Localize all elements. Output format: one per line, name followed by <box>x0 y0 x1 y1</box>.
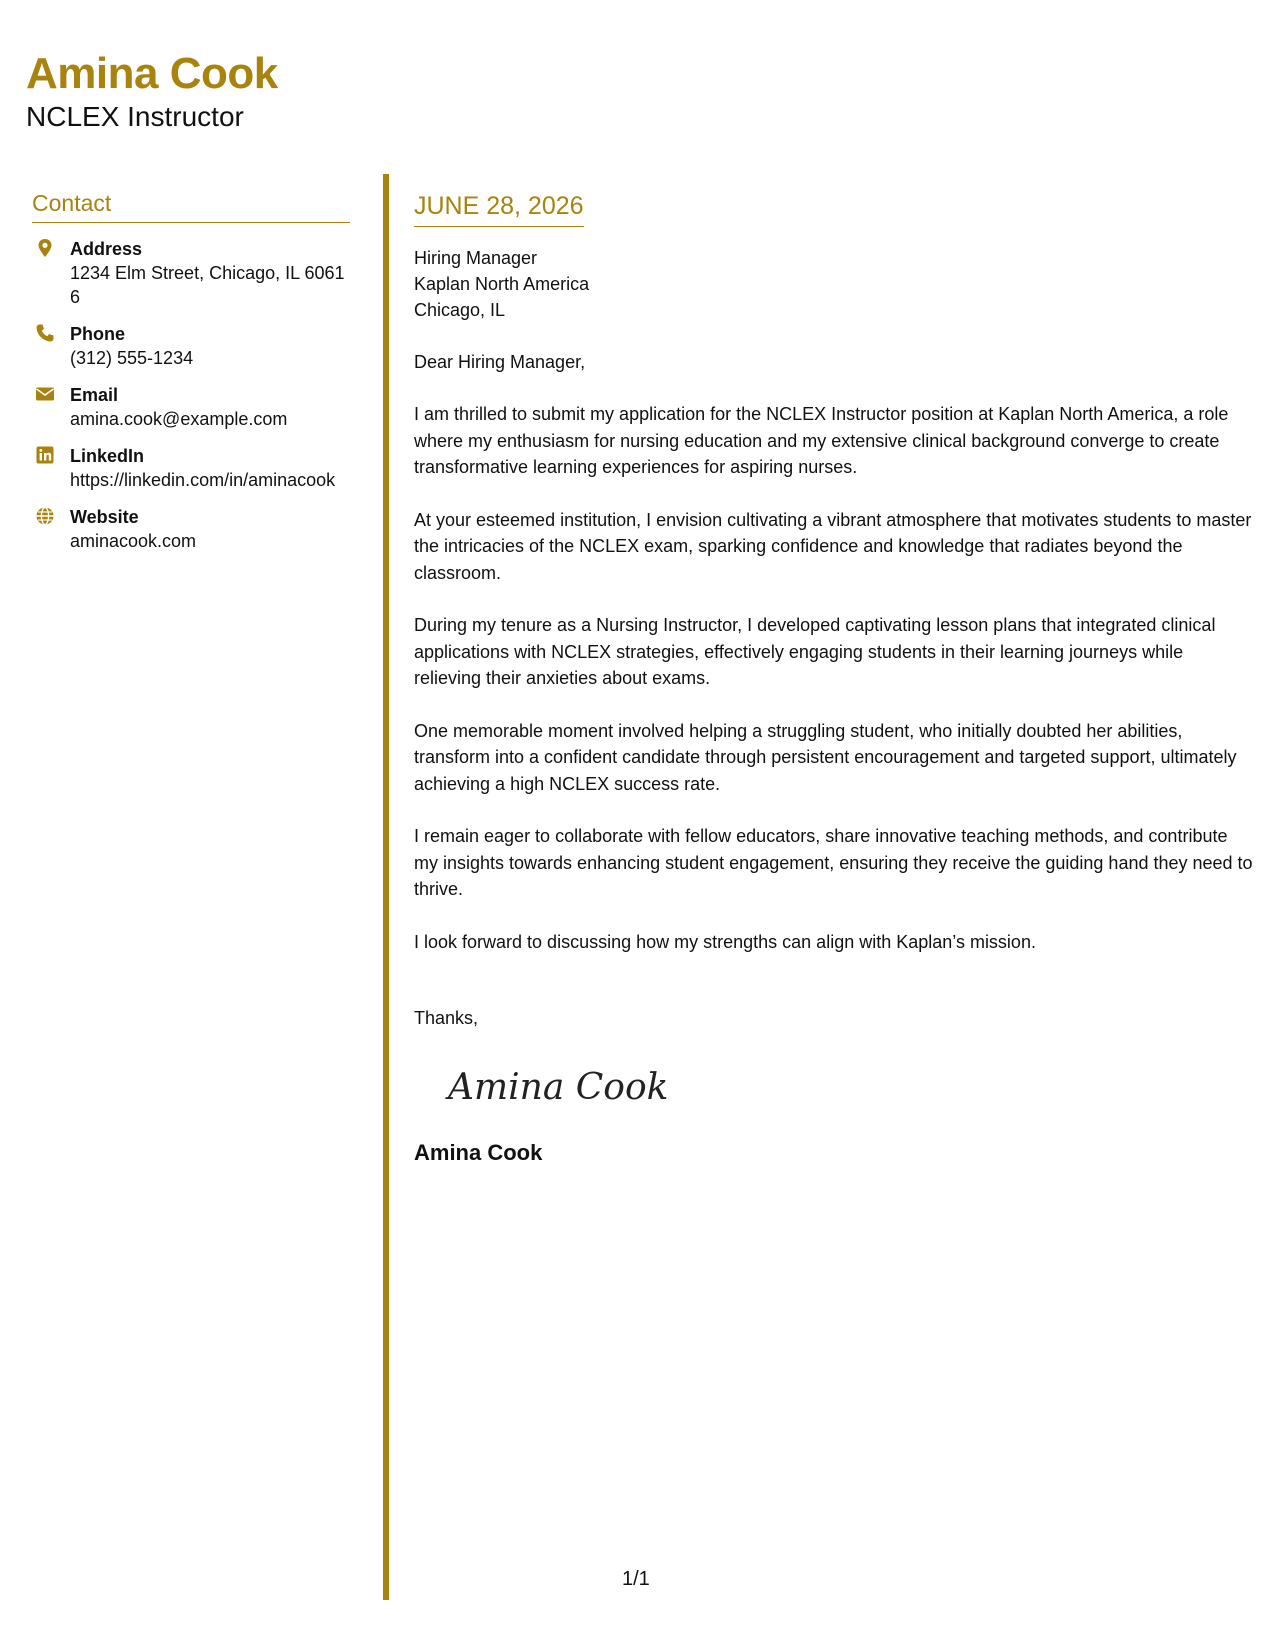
column-divider <box>383 174 389 1600</box>
linkedin-icon <box>35 445 55 465</box>
phone-icon <box>35 323 55 343</box>
contact-value[interactable]: https://linkedin.com/in/aminacook <box>70 470 336 490</box>
letter-body <box>414 190 1254 1167</box>
contact-value[interactable]: aminacook.com <box>70 531 197 551</box>
body-paragraph: At your esteemed institution, I envision cultivating a vibrant atmosphere that motivates students to master the intricacies of the NCLEX exam, sparking confidence and knowledge that radiates beyond the classroom. <box>414 509 1252 583</box>
contact-website <box>32 505 350 553</box>
letter-date: JUNE 28, 2026 <box>414 190 584 227</box>
globe-icon <box>35 506 55 526</box>
resume-header <box>26 48 278 134</box>
recipient-line: Chicago, IL <box>414 300 506 320</box>
contact-value: 1234 Elm Street, Chicago, IL 60616 <box>70 263 345 307</box>
handwritten-signature <box>444 1057 674 1117</box>
contact-label: LinkedIn <box>70 446 145 466</box>
envelope-icon <box>35 384 55 404</box>
recipient-line: Hiring Manager <box>414 248 538 268</box>
applicant-name: Amina Cook <box>26 49 278 98</box>
contact-value: (312) 555-1234 <box>70 348 194 368</box>
signature-text: Amina Cook <box>448 1067 669 1108</box>
contact-sidebar <box>32 188 350 553</box>
body-paragraph: I am thrilled to submit my application for the NCLEX Instructor position at Kaplan North America, a role where my enthusiasm for nursing education and my extensive clinical background converge to create transformative learning experiences for aspiring nurses. <box>414 404 1229 477</box>
contact-linkedin <box>32 444 350 492</box>
contact-value: amina.cook@example.com <box>70 409 288 429</box>
contact-heading: Contact <box>32 188 350 223</box>
map-pin-icon <box>35 238 55 258</box>
contact-label: Address <box>70 239 143 259</box>
contact-phone <box>32 322 350 370</box>
contact-label: Email <box>70 385 119 405</box>
page-number: 1/1 <box>622 1568 650 1590</box>
body-paragraph: One memorable moment involved helping a struggling student, who initially doubted her abilities, transform into a confident candidate through persistent encouragement and targeted support, ultimately achieving a high NCLEX success rate. <box>414 720 1237 794</box>
body-paragraph: During my tenure as a Nursing Instructor, I developed captivating lesson plans that integrated clinical applications with NCLEX strategies, effectively engaging students in their learning journeys while relieving their anxieties about exams. <box>414 615 1216 688</box>
body-paragraph: I look forward to discussing how my strengths can align with Kaplan’s mission. <box>414 931 1036 952</box>
signature-image <box>444 1057 1254 1117</box>
contact-label: Website <box>70 507 139 527</box>
recipient-line: Kaplan North America <box>414 274 590 294</box>
job-title: NCLEX Instructor <box>26 101 244 132</box>
salutation: Dear Hiring Manager, <box>414 352 586 372</box>
signer-name: Amina Cook <box>414 1140 543 1165</box>
contact-email <box>32 383 350 431</box>
recipient-block <box>414 245 1254 323</box>
contact-address <box>32 237 350 309</box>
body-paragraph: I remain eager to collaborate with fellow educators, share innovative teaching methods, and contribute my insights towards enhancing student engagement, ensuring they receive the guiding hand they need to thrive. <box>414 826 1253 899</box>
closing: Thanks, <box>414 1008 479 1028</box>
contact-label: Phone <box>70 324 126 344</box>
